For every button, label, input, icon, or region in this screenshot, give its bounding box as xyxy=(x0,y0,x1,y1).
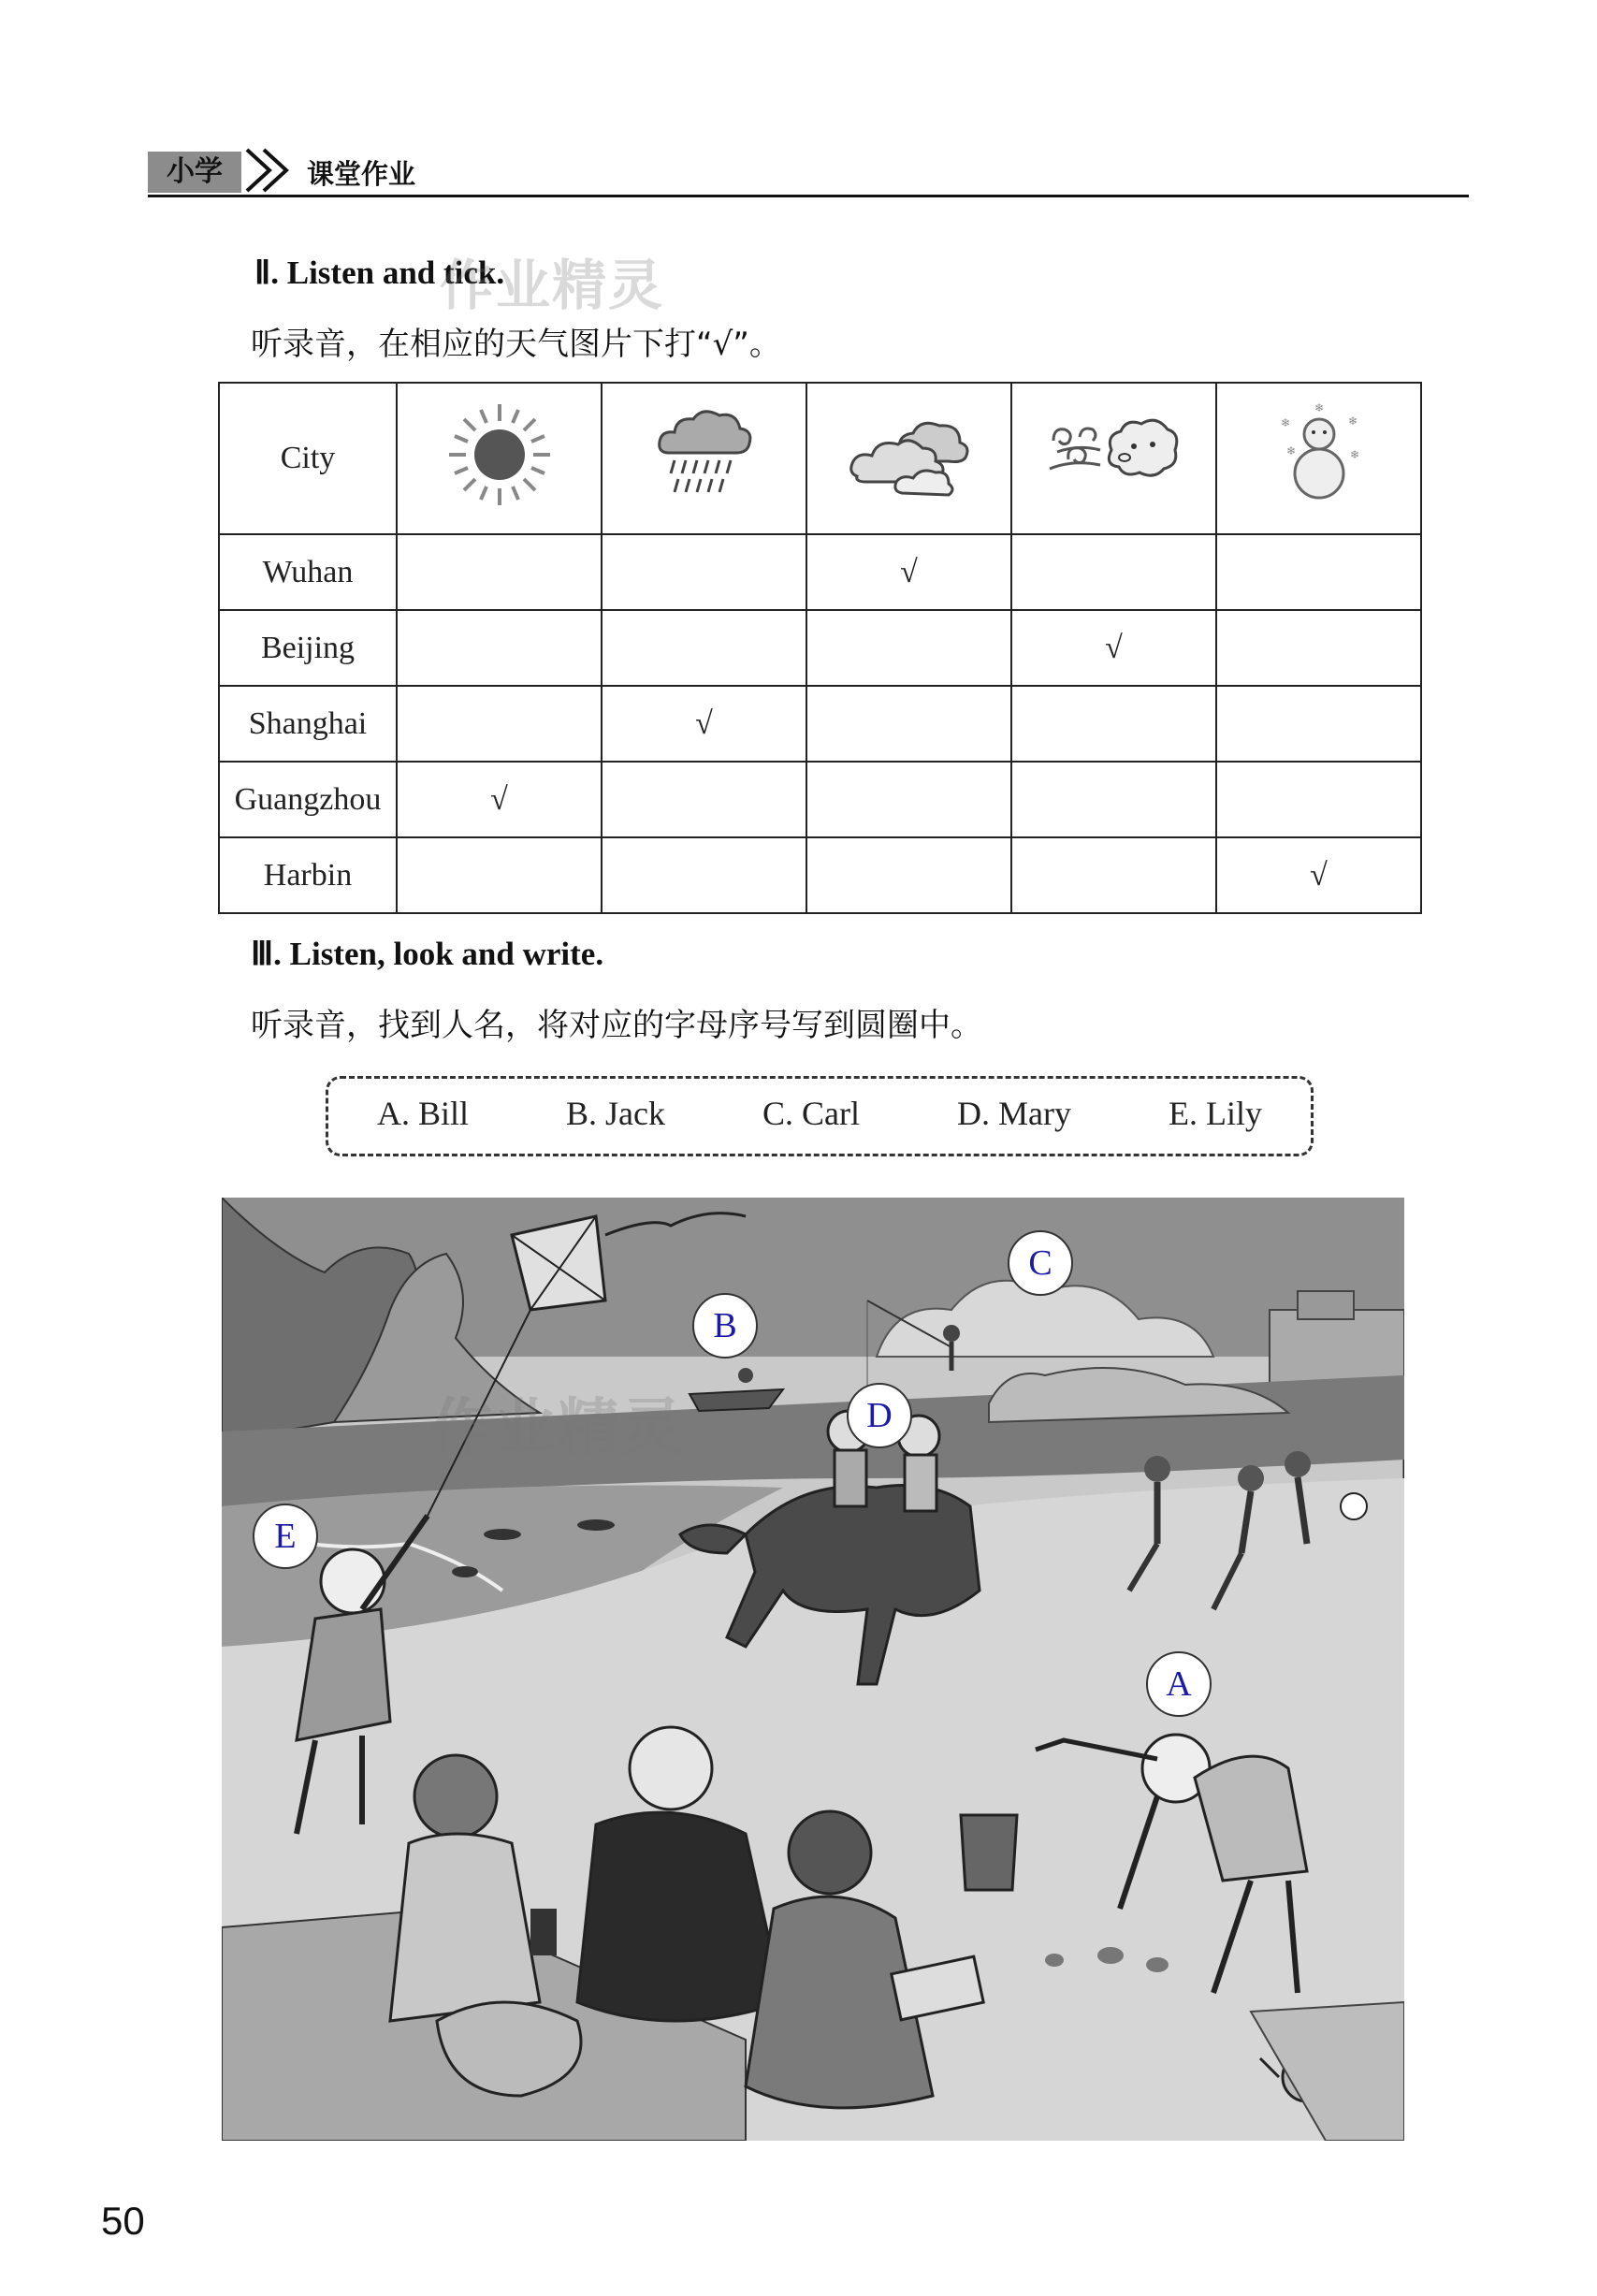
weather-table xyxy=(218,382,1422,914)
tick-cell[interactable] xyxy=(1216,686,1421,762)
section3-instruction: 听录音，找到人名，将对应的字母序号写到圆圈中。 xyxy=(251,1007,982,1044)
tick-cell[interactable]: √ xyxy=(397,762,602,837)
answer-circle-d[interactable]: D xyxy=(847,1383,912,1448)
table-row xyxy=(219,610,1421,686)
tick-cell[interactable] xyxy=(1216,534,1421,610)
sunny-cell xyxy=(397,383,602,534)
answer-circle-a[interactable]: A xyxy=(1146,1651,1212,1717)
svg-text:❄: ❄ xyxy=(1314,400,1324,414)
page-header xyxy=(148,142,1469,197)
answer-circle-c[interactable]: C xyxy=(1008,1230,1073,1296)
snowy-cell xyxy=(1216,383,1421,534)
tick-cell[interactable] xyxy=(602,837,806,913)
tick-cell[interactable]: √ xyxy=(602,686,806,762)
tick-cell[interactable] xyxy=(602,762,806,837)
tick-cell[interactable] xyxy=(397,610,602,686)
cloudy-icon xyxy=(844,403,975,506)
name-options-box xyxy=(326,1076,1314,1156)
tick-cell[interactable]: √ xyxy=(1216,837,1421,913)
table-row xyxy=(219,837,1421,913)
header-subtitle: 课堂作业 xyxy=(307,158,416,190)
section2-instruction: 听录音，在相应的天气图片下打“√”。 xyxy=(251,326,781,363)
windy-cell xyxy=(1011,383,1216,534)
city-cell: Harbin xyxy=(219,837,397,913)
page-number: 50 xyxy=(101,2199,145,2243)
tick-cell[interactable]: √ xyxy=(806,534,1011,610)
city-cell: Shanghai xyxy=(219,686,397,762)
section3-title: Ⅲ. Listen, look and write. xyxy=(251,936,604,972)
tick-cell[interactable] xyxy=(397,534,602,610)
tick-cell[interactable] xyxy=(397,686,602,762)
svg-text:❄: ❄ xyxy=(1285,443,1296,458)
city-cell: Wuhan xyxy=(219,534,397,610)
watermark-top: 作业精灵 xyxy=(440,254,665,317)
answer-circle-b[interactable]: B xyxy=(692,1293,758,1359)
tick-cell[interactable] xyxy=(1011,762,1216,837)
tick-cell[interactable] xyxy=(397,837,602,913)
name-option: A. Bill xyxy=(377,1095,470,1132)
name-option: B. Jack xyxy=(566,1095,665,1132)
sunny-icon xyxy=(443,399,556,511)
tick-cell[interactable] xyxy=(1216,610,1421,686)
svg-text:❄: ❄ xyxy=(1280,415,1290,429)
windy-icon xyxy=(1044,403,1184,506)
svg-text:❄: ❄ xyxy=(1347,414,1357,428)
answer-circle-e[interactable]: E xyxy=(253,1504,318,1569)
table-row xyxy=(219,686,1421,762)
name-option: C. Carl xyxy=(762,1095,860,1132)
city-header: City xyxy=(219,383,397,534)
table-row xyxy=(219,534,1421,610)
tick-cell[interactable] xyxy=(1011,534,1216,610)
tick-cell[interactable] xyxy=(806,686,1011,762)
svg-text:❄: ❄ xyxy=(1349,447,1359,461)
beach-scene-illustration xyxy=(222,1198,1404,2141)
tick-cell[interactable] xyxy=(806,837,1011,913)
rainy-cell xyxy=(602,383,806,534)
double-chevron-icon xyxy=(241,142,298,195)
table-row xyxy=(219,762,1421,837)
tick-cell[interactable] xyxy=(806,610,1011,686)
snowy-icon xyxy=(1268,399,1371,511)
section2-title: Ⅱ. Listen and tick. xyxy=(254,254,505,291)
header-badge: 小学 xyxy=(148,152,241,193)
rainy-icon xyxy=(648,399,761,511)
table-header-row xyxy=(219,383,1421,534)
tick-cell[interactable] xyxy=(1216,762,1421,837)
tick-cell[interactable] xyxy=(806,762,1011,837)
tick-cell[interactable]: √ xyxy=(1011,610,1216,686)
name-option: E. Lily xyxy=(1168,1095,1262,1132)
city-cell: Beijing xyxy=(219,610,397,686)
tick-cell[interactable] xyxy=(1011,686,1216,762)
cloudy-cell xyxy=(806,383,1011,534)
name-option: D. Mary xyxy=(957,1095,1071,1132)
city-cell: Guangzhou xyxy=(219,762,397,837)
tick-cell[interactable] xyxy=(602,610,806,686)
tick-cell[interactable] xyxy=(1011,837,1216,913)
tick-cell[interactable] xyxy=(602,534,806,610)
watermark-scene: 作业精灵 xyxy=(430,1391,685,1463)
